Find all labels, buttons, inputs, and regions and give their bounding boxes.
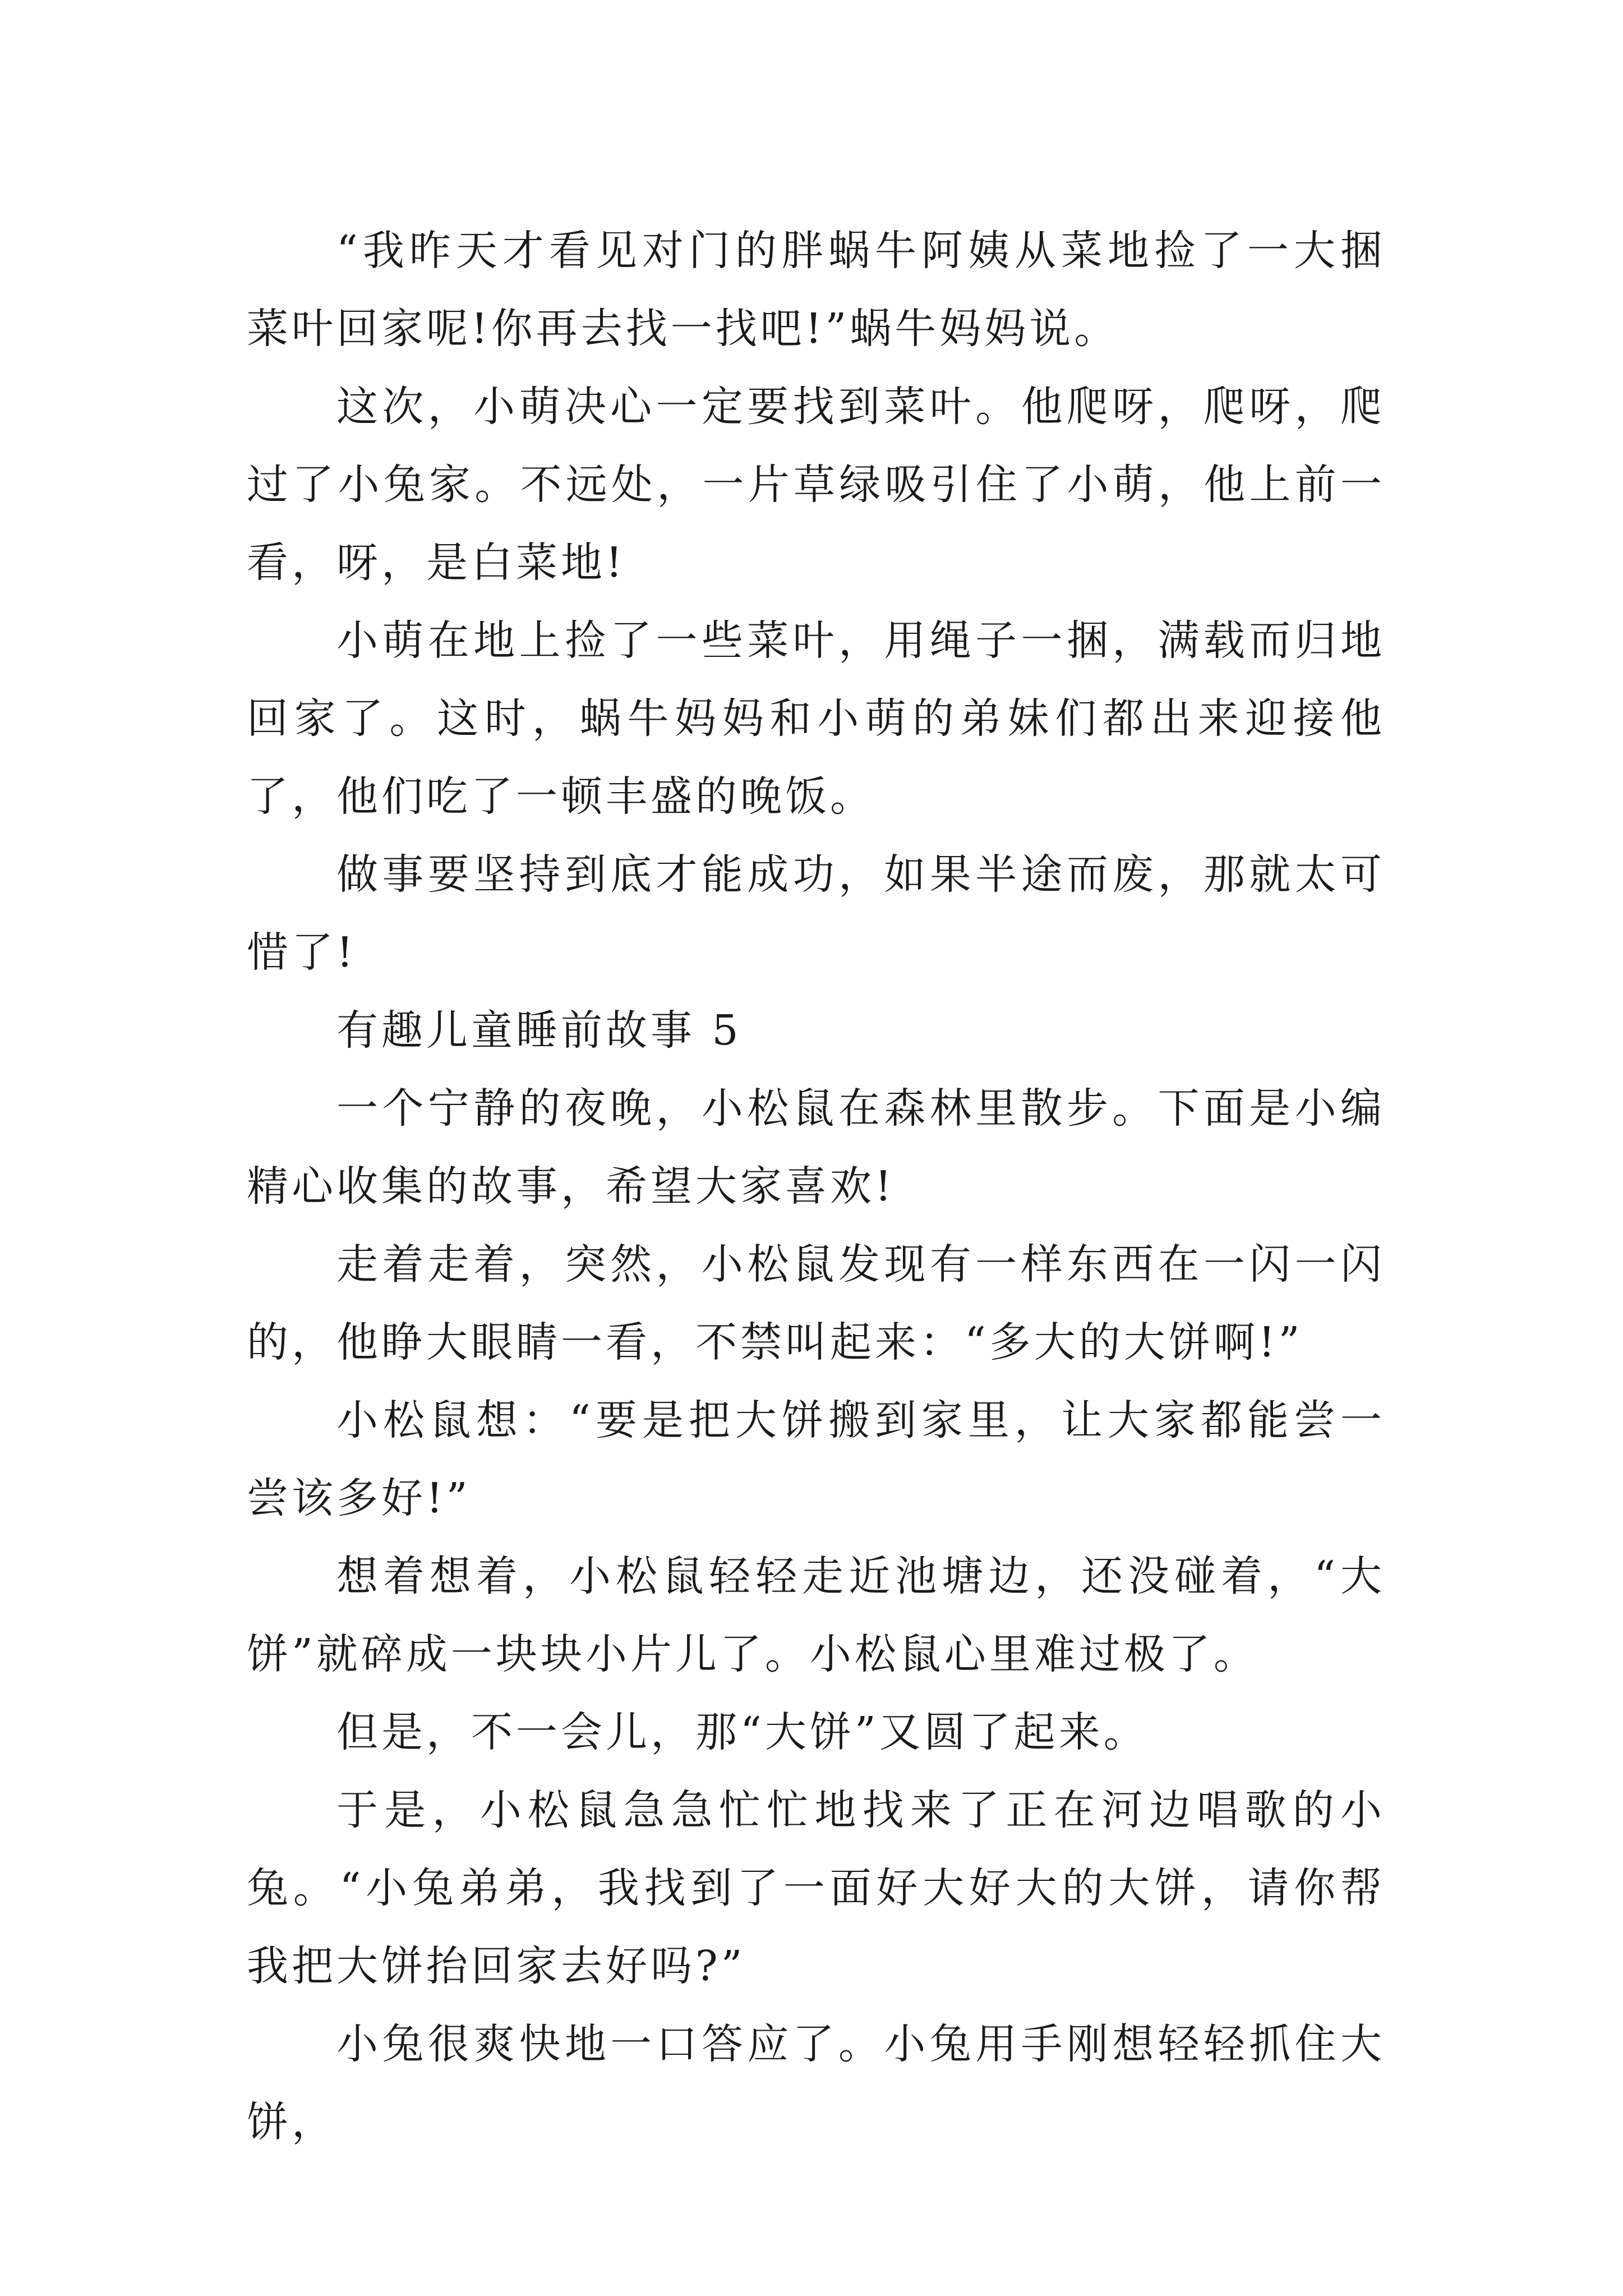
story-heading: 有趣儿童睡前故事 5 [336,1006,742,1055]
paragraph: 小兔很爽快地一口答应了。小兔用手刚想轻轻抓住大饼， [247,2020,1385,2146]
paragraph: 小萌在地上捡了一些菜叶，用绳子一捆，满载而归地回家了。这时，蜗牛妈妈和小萌的弟妹们都出来迎接他了，他们吃了一顿丰盛的晚饭。 [247,616,1385,821]
paragraph: 一个宁静的夜晚，小松鼠在森林里散步。下面是小编精心收集的故事，希望大家喜欢! [247,1084,1385,1211]
paragraph: 做事要坚持到底才能成功，如果半途而废，那就太可惜了! [247,850,1385,977]
paragraph: 这次，小萌决心一定要找到菜叶。他爬呀，爬呀，爬过了小兔家。不远处，一片草绿吸引住了小萌，他上前一看，呀，是白菜地! [247,383,1385,587]
paragraph: 于是，小松鼠急急忙忙地找来了正在河边唱歌的小兔。“小兔弟弟，我找到了一面好大好大的大饼，请你帮我把大饼抬回家去好吗?” [247,1786,1385,1990]
paragraph: 但是，不一会儿，那“大饼”又圆了起来。 [336,1708,1149,1756]
document-body [247,212,1385,2161]
paragraph: “我昨天才看见对门的胖蜗牛阿姨从菜地捡了一大捆菜叶回家呢!你再去找一找吧!”蜗牛妈妈说。 [247,227,1385,353]
paragraph: 想着想着，小松鼠轻轻走近池塘边，还没碰着，“大饼”就碎成一块块小片儿了。小松鼠心里难过极了。 [247,1552,1385,1678]
paragraph: 走着走着，突然，小松鼠发现有一样东西在一闪一闪的，他睁大眼睛一看，不禁叫起来：“多大的大饼啊!” [247,1240,1385,1366]
paragraph: 小松鼠想：“要是把大饼搬到家里，让大家都能尝一尝该多好!” [247,1396,1385,1522]
